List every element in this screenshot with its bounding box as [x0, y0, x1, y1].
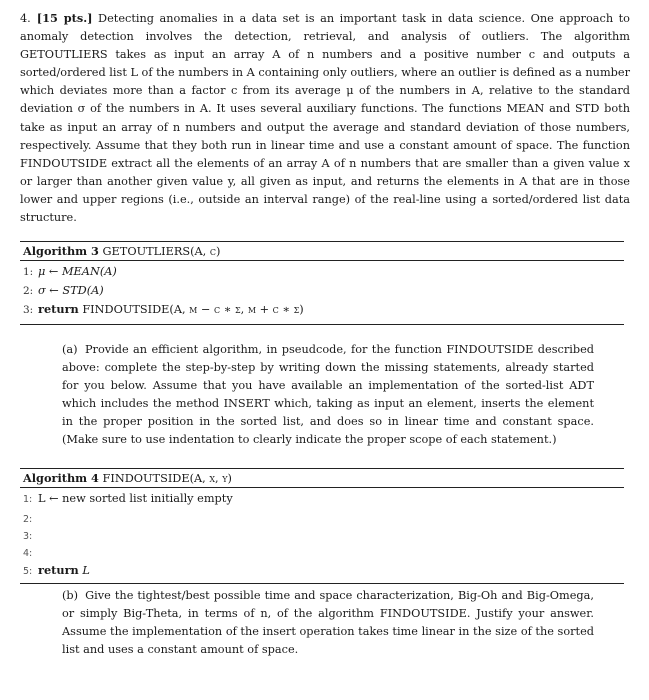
problem-number: 4.: [20, 12, 31, 25]
algorithm-4-body: [20, 488, 624, 583]
algorithm-3-caption: [20, 242, 624, 260]
line-number: 5:: [23, 565, 33, 577]
line-number: 3:: [23, 304, 34, 317]
part-b-tag: (b): [62, 589, 79, 602]
algorithm-3-label: Algorithm 3: [23, 244, 99, 258]
line-text: μ ← MEAN(A): [38, 265, 117, 278]
line-text: FINDOUTSIDE(A, μ − c ∗ σ, μ + c ∗ σ): [82, 303, 304, 317]
part-b-text: Give the tightest/best possible time and space characterization, Big-Oh and Big-Omega, or simply Big-Theta, in terms of n, of the algorithm FINDOUTSIDE. Justify your answer. Assume the implementation of the insert operation takes time linear in the size of the sorted list and uses a constant amount of space.: [62, 589, 594, 657]
algorithm-4-line: [20, 561, 624, 582]
algorithm-4-label: Algorithm 4: [23, 471, 99, 485]
part-a: [62, 341, 594, 450]
line-number: 2:: [23, 284, 34, 297]
algorithm-4-blank-line[interactable]: [20, 527, 624, 544]
algorithm-4-signature: FINDOUTSIDE(A, x, y): [102, 472, 232, 485]
line-number: 4:: [23, 547, 33, 559]
algorithm-4-line: [20, 490, 624, 510]
algorithm-3-line: [20, 300, 624, 320]
algorithm-3-body: [20, 261, 624, 324]
algorithm-4-blank-line[interactable]: [20, 510, 624, 527]
algorithm-3-signature: GETOUTLIERS(A, c): [102, 245, 221, 258]
line-text: L ← new sorted list initially empty: [38, 492, 233, 505]
problem-points: [15 pts.]: [36, 11, 93, 25]
line-number: 3:: [23, 530, 33, 542]
part-a-tag: (a): [62, 343, 78, 356]
part-a-text: Provide an efficient algorithm, in pseudcode, for the function FINDOUTSIDE described above: complete the step-by-step by writing down the missing statements, already started for you below. Assume that you have available an implementation of the sorted-list ADT which includes the method INSERT which, taking as input an element, inserts the element in the proper position in the sorted list, and does so in linear time and constant space. (Make sure to use indentation to clearly indicate the proper scope of each statement.): [62, 343, 594, 447]
algorithm-3-block: [20, 241, 624, 325]
problem-statement: [20, 9, 630, 227]
line-text: L: [82, 563, 90, 577]
return-keyword: return: [38, 562, 79, 577]
line-number: 1:: [23, 266, 34, 278]
return-keyword: return: [38, 302, 79, 317]
algorithm-3-line: [20, 282, 624, 301]
problem-text: Detecting anomalies in a data set is an important task in data science. One approach to anomaly detection involves the detection, retrieval, and analysis of outliers. The algorithm GETOUTLIERS takes as input an array A of n numbers and a positive number c and outputs a sorted/ordered list L of the numbers in A containing only outliers, where an outlier is defined as a number which deviates more than a factor c from its average μ of the numbers in A, relative to the standard deviation σ of the numbers in A. It uses several auxiliary functions. The functions MEAN and STD both take as input an array of n numbers and output the average and standard deviation of those numbers, respectively. Assume that they both run in linear time and use a constant amount of space. The function FINDOUTSIDE extract all the elements of an array A of n numbers that are smaller than a given value x or larger than another given value y, all given as input, and returns the elements in A that are in those lower and upper regions (i.e., outside an interval range) of the real-line using a sorted/ordered list data structure.: [20, 12, 630, 225]
line-number: 1:: [23, 494, 33, 505]
algorithm-4-blank-line[interactable]: [20, 544, 624, 561]
algorithm-3-bottom-rule: [20, 324, 624, 325]
line-text: σ ← STD(A): [38, 283, 104, 297]
algorithm-4-bottom-rule: [20, 583, 624, 584]
part-b: [62, 587, 594, 659]
algorithm-3-line: [20, 263, 624, 282]
algorithm-4-block: [20, 468, 624, 584]
algorithm-4-caption: [20, 469, 624, 487]
line-number: 2:: [23, 513, 33, 525]
